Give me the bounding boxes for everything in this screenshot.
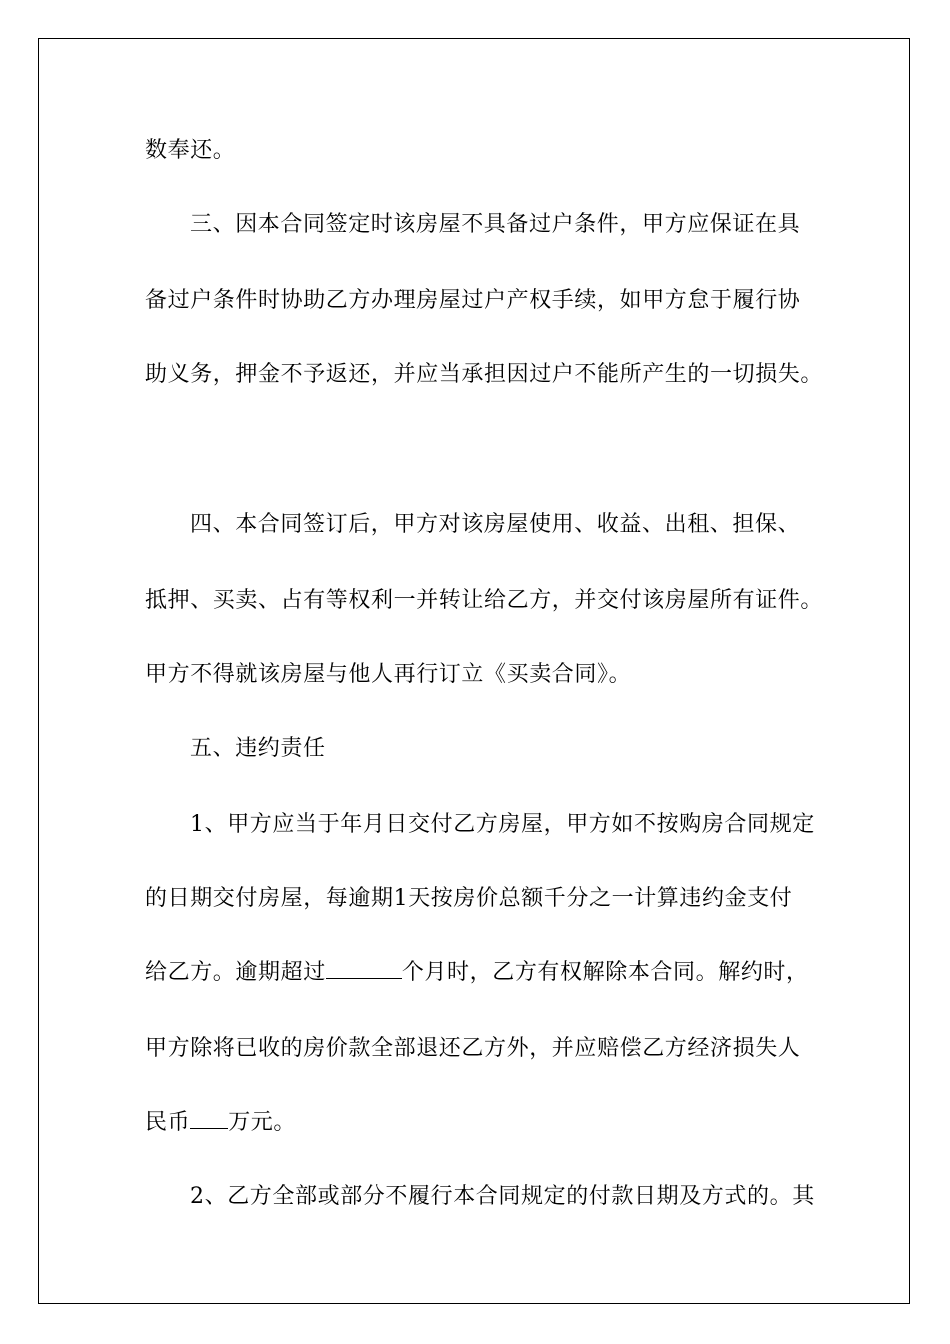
item-1-line-3 <box>145 960 809 986</box>
item-1-line-5 <box>145 1110 296 1136</box>
clause-3-line-1: 三、因本合同签定时该房屋不具备过户条件，甲方应保证在具 <box>190 212 801 237</box>
item-1-line-5-part-2: 万元。 <box>228 1110 297 1135</box>
clause-3-line-2: 备过户条件时协助乙方办理房屋过户产权手续，如甲方怠于履行协 <box>145 288 801 313</box>
section-5-heading: 五、违约责任 <box>190 736 326 761</box>
clause-3-line-3: 助义务，押金不予返还，并应当承担因过户不能所产生的一切损失。 <box>145 362 824 387</box>
item-1-line-4: 甲方除将已收的房价款全部退还乙方外，并应赔偿乙方经济损失人 <box>145 1036 801 1061</box>
item-1-line-3-part-1: 给乙方。逾期超过 <box>145 960 326 985</box>
item-1-line-5-part-1: 民币 <box>145 1110 191 1135</box>
item-1-line-2: 的日期交付房屋，每逾期1天按房价总额千分之一计算违约金支付 <box>145 886 793 911</box>
clause-4-line-1: 四、本合同签订后，甲方对该房屋使用、收益、出租、担保、 <box>190 512 801 537</box>
months-blank <box>326 960 402 979</box>
amount-blank <box>190 1110 228 1129</box>
text-line-1: 数奉还。 <box>145 138 236 163</box>
item-2-line-1: 2、乙方全部或部分不履行本合同规定的付款日期及方式的。其 <box>190 1184 815 1209</box>
item-1-line-3-part-2: 个月时，乙方有权解除本合同。解约时， <box>401 960 809 985</box>
clause-4-line-2: 抵押、买卖、占有等权利一并转让给乙方，并交付该房屋所有证件。 <box>145 588 824 613</box>
clause-4-line-3: 甲方不得就该房屋与他人再行订立《买卖合同》。 <box>145 662 632 687</box>
item-1-line-1: 1、甲方应当于年月日交付乙方房屋，甲方如不按购房合同规定 <box>190 812 815 837</box>
